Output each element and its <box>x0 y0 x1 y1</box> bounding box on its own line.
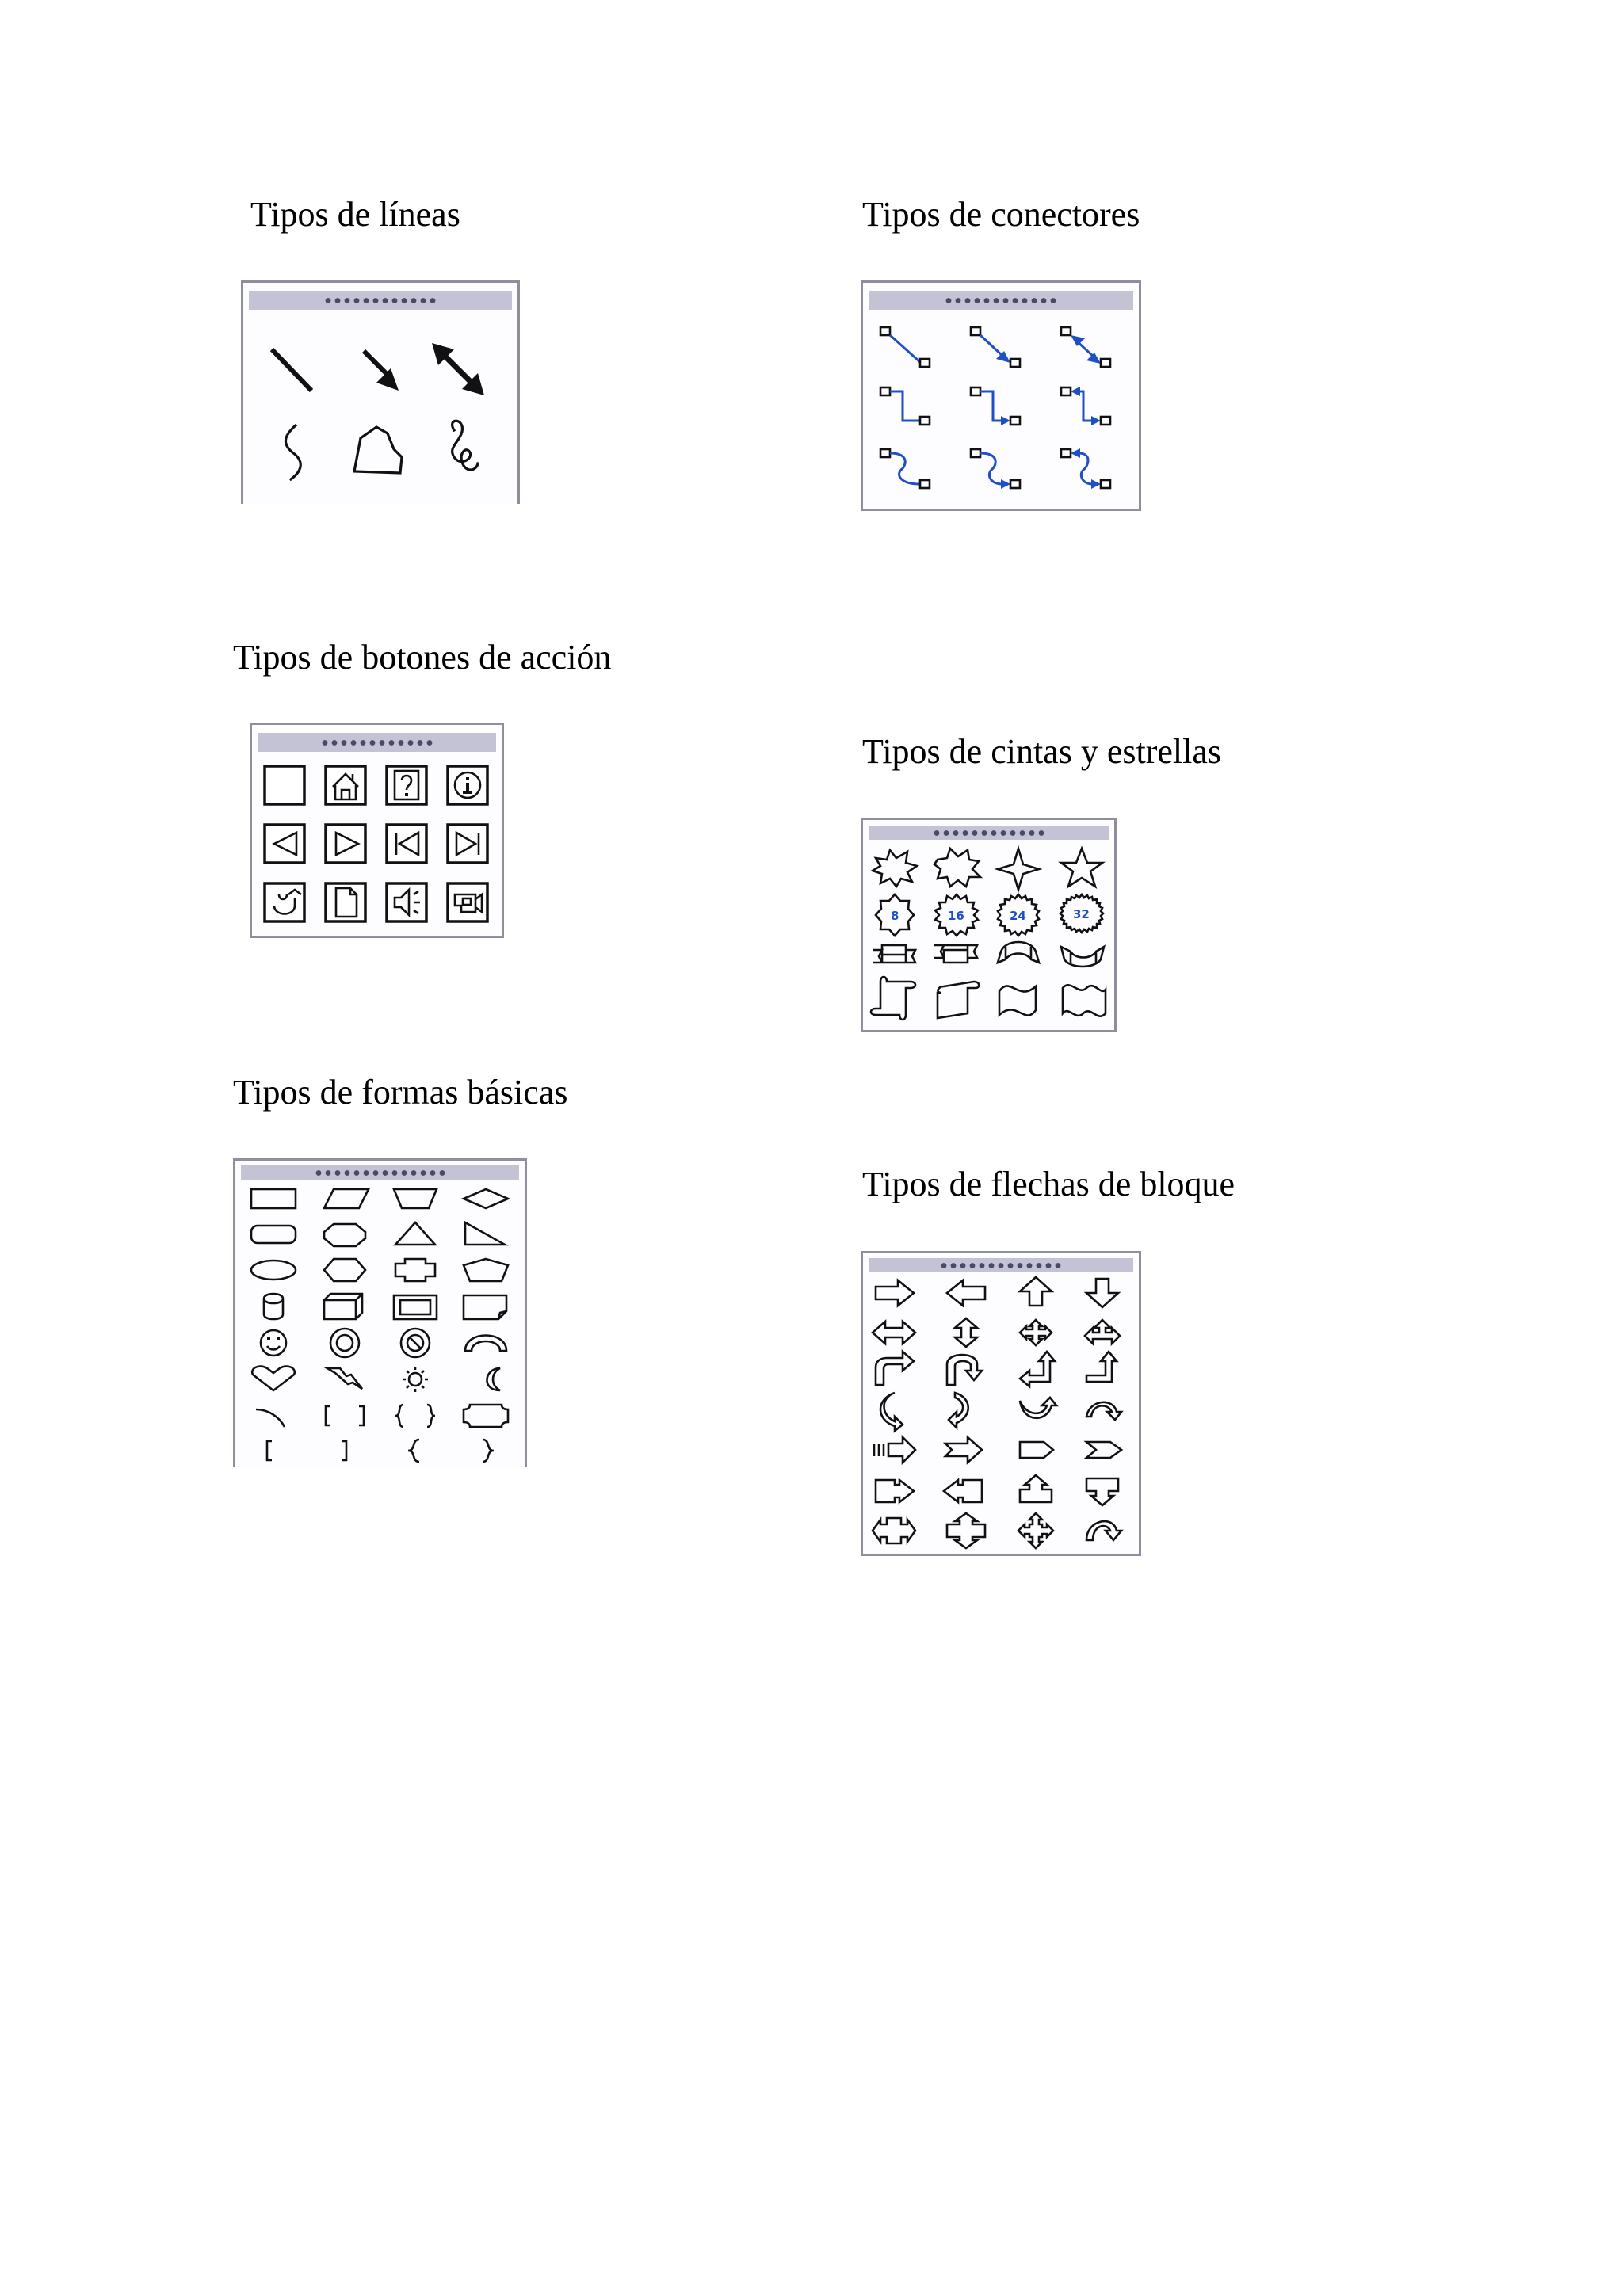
octagon-icon[interactable] <box>324 1224 365 1246</box>
left-right-arrow-callout-icon[interactable] <box>873 1518 915 1543</box>
freeform-icon[interactable] <box>354 427 402 473</box>
vertical-scroll-icon[interactable] <box>871 977 915 1020</box>
heading-basic-shapes: Tipos de formas básicas <box>233 1073 568 1112</box>
rounded-rectangle-icon[interactable] <box>251 1226 296 1243</box>
wave-icon[interactable] <box>999 986 1036 1015</box>
curved-ribbon-down-icon[interactable] <box>998 942 1039 963</box>
up-arrow-icon[interactable] <box>1020 1277 1052 1306</box>
lightning-icon[interactable] <box>327 1368 362 1389</box>
elbow-arrow-connector-icon[interactable] <box>971 387 1020 425</box>
curved-up-arrow-icon[interactable] <box>1020 1398 1056 1418</box>
star-number: 8 <box>891 909 899 923</box>
connectors-toolbar <box>861 280 1141 511</box>
curved-right-arrow-icon[interactable] <box>880 1393 903 1431</box>
star32-icon[interactable] <box>1060 894 1103 933</box>
elbow-connector-icon[interactable] <box>880 387 930 425</box>
back-button-icon[interactable] <box>265 825 304 863</box>
ribbon-down-icon[interactable] <box>873 945 915 963</box>
sun-icon[interactable] <box>403 1367 428 1392</box>
double-bracket-icon[interactable] <box>326 1406 364 1425</box>
hexagon-icon[interactable] <box>324 1259 365 1281</box>
notched-right-arrow-icon[interactable] <box>945 1437 982 1463</box>
curved-arrow-connector-icon[interactable] <box>971 449 1020 489</box>
scribble-icon[interactable] <box>453 421 478 470</box>
left-right-arrow-icon[interactable] <box>873 1322 915 1344</box>
double-arrow-icon[interactable] <box>432 343 484 395</box>
ribbons-stars-toolbar <box>861 818 1117 1032</box>
moon-icon[interactable] <box>487 1368 500 1390</box>
horizontal-scroll-icon[interactable] <box>938 982 979 1018</box>
right-brace-icon[interactable] <box>483 1440 494 1462</box>
curved-ribbon-up-icon[interactable] <box>1061 947 1104 967</box>
rectangle-icon[interactable] <box>251 1189 296 1208</box>
trapezoid-icon[interactable] <box>394 1189 437 1208</box>
beginning-button-icon[interactable] <box>387 825 426 863</box>
cube-icon[interactable] <box>324 1294 362 1319</box>
explosion2-icon[interactable] <box>934 849 980 887</box>
right-arrow-callout-icon[interactable] <box>876 1480 914 1502</box>
curved-left-arrow-icon[interactable] <box>949 1393 968 1428</box>
left-arrow-callout-icon[interactable] <box>944 1480 982 1502</box>
star16-icon[interactable] <box>935 894 978 936</box>
oval-icon[interactable] <box>251 1261 296 1280</box>
donut-icon[interactable] <box>330 1329 359 1357</box>
left-brace-icon[interactable] <box>408 1440 419 1462</box>
heading-block-arrows: Tipos de flechas de bloque <box>862 1165 1235 1203</box>
down-arrow-icon[interactable] <box>1086 1279 1118 1307</box>
pentagon-icon[interactable] <box>464 1259 508 1281</box>
movie-button-icon[interactable] <box>448 883 487 921</box>
straight-double-arrow-connector-icon[interactable] <box>1061 327 1110 367</box>
star24-icon[interactable] <box>998 894 1039 936</box>
circular-arrow-icon[interactable] <box>1086 1521 1121 1540</box>
action-buttons-toolbar <box>250 723 504 938</box>
sound-button-icon[interactable] <box>387 883 426 921</box>
plaque-icon[interactable] <box>464 1405 508 1427</box>
curved-double-arrow-connector-icon[interactable] <box>1061 448 1110 489</box>
custom-button-icon[interactable] <box>265 766 304 804</box>
left-up-arrow-icon[interactable] <box>1020 1352 1055 1386</box>
forward-button-icon[interactable] <box>326 825 365 863</box>
diamond-icon[interactable] <box>464 1189 508 1208</box>
star-number: 24 <box>1010 909 1026 923</box>
right-bracket-icon[interactable] <box>342 1441 346 1460</box>
bent-arrow-icon[interactable] <box>876 1352 914 1385</box>
right-triangle-icon[interactable] <box>465 1222 505 1245</box>
quad-arrow-callout-icon[interactable] <box>1018 1513 1053 1548</box>
help-button-icon[interactable] <box>387 766 426 804</box>
quad-arrow-icon[interactable] <box>1020 1320 1052 1345</box>
right-arrow-icon[interactable] <box>876 1280 914 1306</box>
double-wave-icon[interactable] <box>1063 985 1106 1016</box>
star-number: 32 <box>1073 907 1090 921</box>
arc-icon[interactable] <box>256 1409 285 1427</box>
home-button-icon[interactable] <box>326 766 365 804</box>
can-icon[interactable] <box>264 1294 283 1319</box>
star5-icon[interactable] <box>1061 849 1102 887</box>
return-button-icon[interactable] <box>265 883 304 921</box>
left-bracket-icon[interactable] <box>267 1441 272 1460</box>
elbow-double-arrow-connector-icon[interactable] <box>1061 387 1110 425</box>
down-arrow-callout-icon[interactable] <box>1086 1478 1118 1505</box>
u-turn-arrow-icon[interactable] <box>947 1355 982 1385</box>
arrow-icon[interactable] <box>364 351 399 391</box>
straight-connector-icon[interactable] <box>880 327 930 367</box>
up-down-arrow-icon[interactable] <box>955 1318 977 1347</box>
left-right-up-arrow-icon[interactable] <box>1085 1320 1120 1344</box>
chevron-icon[interactable] <box>1086 1442 1121 1458</box>
striped-right-arrow-icon[interactable] <box>874 1437 915 1463</box>
curve-icon[interactable] <box>285 425 300 479</box>
information-button-icon[interactable] <box>448 766 487 804</box>
explosion1-icon[interactable] <box>873 850 917 887</box>
heart-icon[interactable] <box>252 1367 295 1390</box>
star4-icon[interactable] <box>998 849 1039 890</box>
lines-toolbar <box>241 280 520 504</box>
cross-icon[interactable] <box>395 1259 435 1281</box>
heading-connectors: Tipos de conectores <box>862 195 1140 234</box>
left-arrow-icon[interactable] <box>947 1280 985 1306</box>
block-arc-icon[interactable] <box>465 1336 506 1352</box>
triangle-icon[interactable] <box>395 1222 435 1245</box>
parallelogram-icon[interactable] <box>324 1189 369 1208</box>
pentagon-arrow-icon[interactable] <box>1020 1442 1053 1458</box>
up-down-arrow-callout-icon[interactable] <box>947 1513 985 1548</box>
curved-connector-icon[interactable] <box>880 449 930 488</box>
smiley-icon[interactable] <box>261 1330 286 1356</box>
heading-lines: Tipos de líneas <box>250 195 460 234</box>
straight-arrow-connector-icon[interactable] <box>971 327 1020 367</box>
up-arrow-callout-icon[interactable] <box>1020 1475 1052 1502</box>
heading-action-buttons: Tipos de botones de acción <box>233 638 612 677</box>
curved-down-arrow-icon[interactable] <box>1086 1402 1121 1420</box>
line-icon[interactable] <box>272 349 311 391</box>
end-button-icon[interactable] <box>448 825 487 863</box>
bevel-icon[interactable] <box>394 1295 437 1319</box>
bent-up-arrow-icon[interactable] <box>1086 1352 1117 1382</box>
folded-corner-icon[interactable] <box>464 1295 506 1319</box>
document-button-icon[interactable] <box>326 883 365 921</box>
ribbon-up-icon[interactable] <box>934 945 977 963</box>
heading-ribbons-stars: Tipos de cintas y estrellas <box>862 732 1221 771</box>
block-arrows-toolbar <box>861 1251 1141 1556</box>
double-brace-icon[interactable] <box>395 1405 435 1427</box>
basic-shapes-toolbar <box>233 1158 527 1467</box>
star8-icon[interactable] <box>876 894 914 936</box>
no-symbol-icon[interactable] <box>401 1329 430 1357</box>
star-number: 16 <box>948 909 964 923</box>
